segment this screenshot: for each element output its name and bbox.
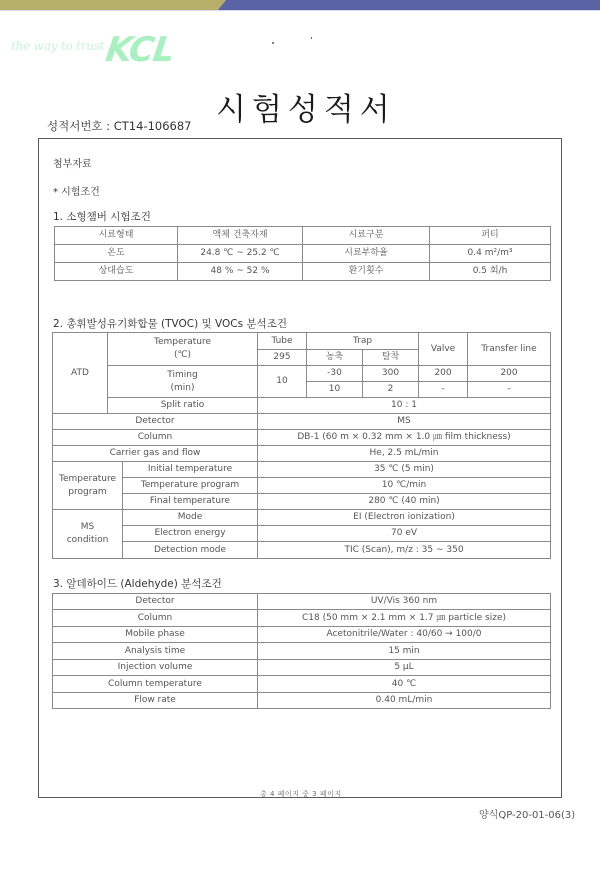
document-title: 시험성적서 bbox=[216, 92, 396, 128]
table-row bbox=[53, 398, 551, 414]
final-temp-label: Final temperature bbox=[123, 494, 258, 510]
table-row bbox=[53, 494, 551, 510]
table-row bbox=[53, 526, 551, 542]
trap-concentrate-header: 농축 bbox=[307, 350, 363, 366]
section2-title: 2. 총휘발성유기화합물 (TVOC) 및 VOCs 분석조건 bbox=[53, 318, 287, 330]
tube-temperature: 295 bbox=[258, 350, 307, 366]
trap-desorb-header: 탈착 bbox=[363, 350, 419, 366]
row-value: UV/Vis 360 nm bbox=[258, 594, 551, 610]
scan-speck bbox=[272, 42, 274, 44]
temp-program-label-line2: program bbox=[68, 486, 107, 497]
cell-value: 24.8 ℃ ~ 25.2 ℃ bbox=[178, 245, 303, 263]
row-value: 15 min bbox=[258, 643, 551, 660]
valve-header: Valve bbox=[419, 333, 468, 366]
table-row bbox=[53, 510, 551, 526]
final-temp-value: 280 ℃ (40 min) bbox=[258, 494, 551, 510]
temp-program-label-line1: Temperature bbox=[58, 473, 116, 484]
table-row bbox=[53, 446, 551, 462]
initial-temp-label: Initial temperature bbox=[123, 462, 258, 478]
transfer-line-time: - bbox=[468, 382, 551, 398]
temperature-label bbox=[108, 333, 258, 366]
temp-rate-value: 10 ℃/min bbox=[258, 478, 551, 494]
cell-value: 0.5 회/h bbox=[430, 263, 551, 281]
split-ratio-label: Split ratio bbox=[108, 398, 258, 414]
cell-value: 액체 건축자재 bbox=[178, 227, 303, 245]
ms-condition-label bbox=[53, 510, 123, 559]
table-row bbox=[55, 263, 551, 281]
detection-mode-value: TIC (Scan), m/z : 35 ~ 350 bbox=[258, 542, 551, 559]
ms-condition-label-line2: condition bbox=[66, 535, 109, 545]
column-label: Column bbox=[53, 430, 258, 446]
row-label: Mobile phase bbox=[53, 627, 258, 643]
table-row bbox=[53, 594, 551, 610]
transfer-line-temp: 200 bbox=[468, 366, 551, 382]
temperature-label-text: Temperature bbox=[154, 337, 212, 347]
table-row bbox=[53, 627, 551, 643]
cell-label: 시료부하율 bbox=[303, 245, 430, 263]
banner-divider bbox=[0, 10, 600, 11]
valve-temp: 200 bbox=[419, 366, 468, 382]
electron-energy-value: 70 eV bbox=[258, 526, 551, 542]
cell-label: 상대습도 bbox=[55, 263, 178, 281]
trap-desorb-temp: 300 bbox=[363, 366, 419, 382]
cell-value: 48 % ~ 52 % bbox=[178, 263, 303, 281]
table-row bbox=[53, 643, 551, 660]
initial-temp-value: 35 ℃ (5 min) bbox=[258, 462, 551, 478]
split-ratio-value: 10 : 1 bbox=[258, 398, 551, 414]
voc-conditions-table bbox=[52, 332, 551, 559]
row-label: Column temperature bbox=[53, 676, 258, 693]
carrier-gas-label: Carrier gas and flow bbox=[53, 446, 258, 462]
section3-title: 3. 알데하이드 (Aldehyde) 분석조건 bbox=[53, 578, 222, 590]
table-row bbox=[55, 245, 551, 263]
cell-label: 환기횟수 bbox=[303, 263, 430, 281]
table-row bbox=[53, 610, 551, 627]
table-row bbox=[55, 227, 551, 245]
cell-value: 퍼티 bbox=[430, 227, 551, 245]
table-row bbox=[53, 414, 551, 430]
cell-label: 시료형태 bbox=[55, 227, 178, 245]
timing-unit: (min) bbox=[170, 382, 195, 393]
tube-timing: 10 bbox=[258, 366, 307, 398]
test-conditions-heading: * 시험조건 bbox=[53, 187, 100, 198]
certificate-number: 성적서번호 : CT14-106687 bbox=[47, 119, 192, 133]
row-value: Acetonitrile/Water : 40/60 → 100/0 bbox=[258, 627, 551, 643]
table-row bbox=[53, 462, 551, 478]
chamber-conditions-table bbox=[54, 226, 551, 281]
column-value: DB-1 (60 m × 0.32 mm × 1.0 ㎛ film thickness) bbox=[258, 430, 551, 446]
detection-mode-label: Detection mode bbox=[123, 542, 258, 559]
kcl-logo: KCL bbox=[103, 30, 177, 70]
temperature-unit: (℃) bbox=[173, 350, 192, 360]
form-number: 양식QP-20-01-06(3) bbox=[479, 810, 576, 821]
logo-tagline: the way to trust bbox=[11, 39, 105, 53]
cell-value: 0.4 m²/m³ bbox=[430, 245, 551, 263]
attachment-heading: 첨부자료 bbox=[53, 159, 92, 170]
table-row bbox=[53, 366, 551, 382]
table-row bbox=[53, 693, 551, 709]
row-label: Analysis time bbox=[53, 643, 258, 660]
trap-header: Trap bbox=[307, 333, 419, 350]
temp-program-label bbox=[53, 462, 123, 510]
cell-label: 온도 bbox=[55, 245, 178, 263]
row-label: Flow rate bbox=[53, 693, 258, 709]
trap-concentrate-time: 10 bbox=[307, 382, 363, 398]
carrier-gas-value: He, 2.5 mL/min bbox=[258, 446, 551, 462]
table-row bbox=[53, 542, 551, 559]
section1-title: 1. 소형챔버 시험조건 bbox=[53, 211, 151, 223]
detector-value: MS bbox=[258, 414, 551, 430]
transfer-line-header: Transfer line bbox=[468, 333, 551, 366]
trap-concentrate-temp: -30 bbox=[307, 366, 363, 382]
atd-label: ATD bbox=[53, 333, 108, 414]
row-value: C18 (50 mm × 2.1 mm × 1.7 ㎛ particle size) bbox=[258, 610, 551, 627]
table-row bbox=[53, 430, 551, 446]
tube-header: Tube bbox=[258, 333, 307, 350]
ms-mode-value: EI (Electron ionization) bbox=[258, 510, 551, 526]
timing-label bbox=[108, 366, 258, 398]
table-row bbox=[53, 333, 551, 350]
table-row bbox=[53, 660, 551, 676]
ms-mode-label: Mode bbox=[123, 510, 258, 526]
detector-label: Detector bbox=[53, 414, 258, 430]
aldehyde-conditions-table bbox=[52, 593, 551, 709]
row-label: Column bbox=[53, 610, 258, 627]
electron-energy-label: Electron energy bbox=[123, 526, 258, 542]
temp-rate-label: Temperature program bbox=[123, 478, 258, 494]
row-label: Detector bbox=[53, 594, 258, 610]
row-value: 40 ℃ bbox=[258, 676, 551, 693]
valve-time: - bbox=[419, 382, 468, 398]
scan-speck bbox=[311, 37, 312, 39]
table-row bbox=[53, 676, 551, 693]
trap-desorb-time: 2 bbox=[363, 382, 419, 398]
timing-label-text: Timing bbox=[167, 369, 198, 380]
row-value: 0.40 mL/min bbox=[258, 693, 551, 709]
row-label: Injection volume bbox=[53, 660, 258, 676]
row-value: 5 μL bbox=[258, 660, 551, 676]
ms-condition-label-line1: MS bbox=[80, 522, 95, 532]
table-row bbox=[53, 478, 551, 494]
cell-label: 시료구분 bbox=[303, 227, 430, 245]
page-indicator: 총 4 페이지 중 3 페이지 bbox=[260, 790, 342, 798]
